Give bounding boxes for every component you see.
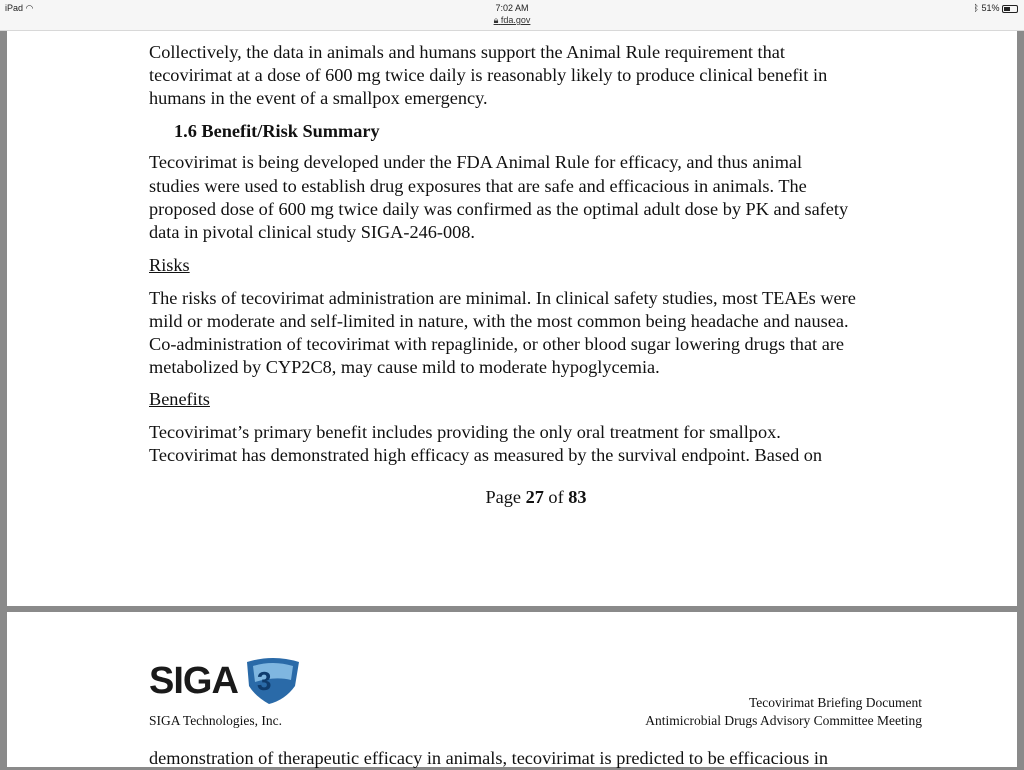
url-text: fda.gov — [500, 15, 531, 25]
battery-icon — [1002, 5, 1018, 13]
shield-logo-icon — [245, 656, 301, 704]
status-bar — [0, 0, 1024, 31]
paragraph-line: metabolized by CYP2C8, may cause mild to moderate hypoglycemia. — [149, 357, 660, 377]
risks-heading: Risks — [149, 255, 190, 275]
section-heading: 1.6 Benefit/Risk Summary — [174, 121, 380, 141]
device-label: iPad ◠ — [5, 3, 34, 13]
bluetooth-icon: ᛒ — [973, 3, 979, 13]
meeting-name: Antimicrobial Drugs Advisory Committee Meeting — [645, 713, 922, 728]
document-title: Tecovirimat Briefing Document — [748, 695, 922, 710]
svg-text:3: 3 — [257, 666, 272, 696]
document-page-28 — [7, 612, 1017, 767]
url-bar[interactable] — [0, 15, 1024, 26]
paragraph-line: Collectively, the data in animals and humans support the Animal Rule requirement that — [149, 42, 785, 62]
paragraph-line: data in pivotal clinical study SIGA-246-008. — [149, 222, 475, 242]
lock-icon: 🔒︎ — [493, 15, 499, 25]
paragraph-line: demonstration of therapeutic efficacy in animals, tecovirimat is predicted to be efficacious in — [149, 748, 829, 768]
wifi-icon: ◠ — [25, 3, 34, 13]
paragraph-line: Tecovirimat is being developed under the FDA Animal Rule for efficacy, and thus animal — [149, 152, 803, 172]
paragraph-line: studies were used to establish drug exposures that are safe and efficacious in animals. The — [149, 176, 807, 196]
paragraph-line: The risks of tecovirimat administration are minimal. In clinical safety studies, most TEAEs were — [149, 288, 856, 308]
siga-logo: SIGA 3 — [149, 660, 238, 703]
paragraph-line: tecovirimat at a dose of 600 mg twice daily is reasonably likely to produce clinical benefit in — [149, 65, 828, 85]
clock: 7:02 AM — [495, 3, 529, 13]
company-name: SIGA Technologies, Inc. — [149, 713, 283, 728]
page-number: Page 27 of 83 — [485, 487, 587, 507]
paragraph-line: Tecovirimat’s primary benefit includes providing the only oral treatment for smallpox. — [149, 422, 781, 442]
document-page-27 — [7, 31, 1017, 606]
paragraph-line: Co-administration of tecovirimat with repaglinide, or other blood sugar lowering drugs that are — [149, 334, 845, 354]
battery-status: ᛒ 51% — [974, 3, 1018, 13]
paragraph-line: Tecovirimat has demonstrated high efficacy as measured by the survival endpoint. Based on — [149, 445, 823, 465]
paragraph-line: humans in the event of a smallpox emergency. — [149, 88, 488, 108]
benefits-heading: Benefits — [149, 389, 210, 409]
paragraph-line: mild or moderate and self-limited in nature, with the most common being headache and nausea. — [149, 311, 849, 331]
paragraph-line: proposed dose of 600 mg twice daily was confirmed as the optimal adult dose by PK and safety — [149, 199, 849, 219]
